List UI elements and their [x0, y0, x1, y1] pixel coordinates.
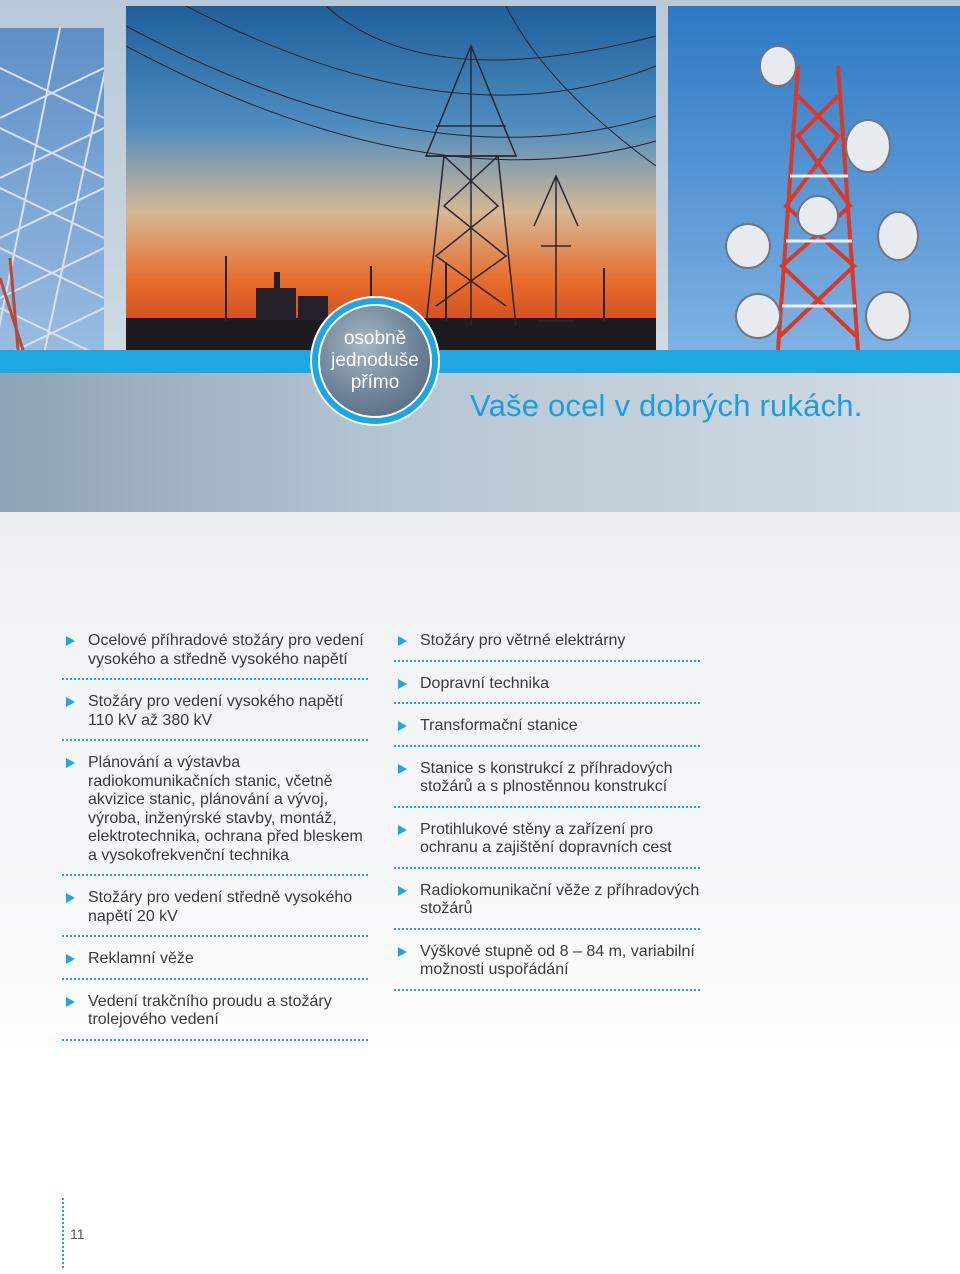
triangle-bullet-icon: [66, 697, 75, 707]
list-item: [394, 717, 700, 747]
list-item-text: Transformační stanice: [420, 717, 578, 734]
triangle-bullet-icon: [66, 997, 75, 1007]
list-item: [62, 950, 368, 980]
telecom-tower-photo: [668, 6, 960, 350]
page-number: 11: [70, 1226, 85, 1242]
badge-line: osobně: [343, 328, 407, 349]
list-item: [394, 821, 700, 869]
triangle-bullet-icon: [398, 825, 407, 835]
slogan-badge: [310, 296, 440, 426]
list-item-text: Reklamní věže: [88, 950, 194, 967]
list-item-text: Protihlukové stěny a zařízení pro ochranu a zajištění dopravních cest: [420, 820, 672, 856]
list-item: [62, 754, 368, 876]
list-item: [394, 632, 700, 662]
list-item: [394, 675, 700, 705]
list-item: [394, 760, 700, 808]
list-item: [62, 889, 368, 937]
list-item-text: Dopravní technika: [420, 674, 549, 692]
hero-banner: [0, 0, 960, 512]
list-item-text: Stožáry pro větrné elektrárny: [420, 632, 626, 649]
service-list-left: [62, 632, 368, 1054]
accent-stripe: [0, 350, 960, 373]
triangle-bullet-icon: [66, 636, 75, 646]
triangle-bullet-icon: [398, 764, 407, 774]
triangle-bullet-icon: [398, 886, 407, 896]
list-item: [394, 943, 700, 991]
badge-line: přímo: [350, 372, 400, 393]
list-item-text: Vedení trakčního proudu a stožáry trolejového vedení: [88, 992, 332, 1028]
list-item-text: Výškové stupně od 8 – 84 m, variabilní možnosti uspořádání: [420, 942, 695, 978]
triangle-bullet-icon: [398, 636, 407, 646]
list-item-text: Ocelové příhradové stožáry pro vedení vysokého a středně vysokého napětí: [88, 632, 364, 668]
triangle-bullet-icon: [398, 679, 407, 689]
slogan-badge-inner: [318, 304, 432, 418]
list-item-text: Stanice s konstrukcí z příhradových stožárů a s plnostěnnou konstrukcí: [420, 759, 673, 795]
list-item: [394, 882, 700, 930]
list-item: [62, 693, 368, 741]
list-item-text: Stožáry pro vedení vysokého napětí 110 kV až 380 kV: [88, 693, 344, 729]
list-item-text: Radiokomunikační věže z příhradových stožárů: [420, 881, 700, 917]
triangle-bullet-icon: [398, 947, 407, 957]
badge-line: jednoduše: [331, 350, 419, 371]
steel-lattice-tower-photo: [0, 28, 104, 372]
list-item: [62, 632, 368, 680]
footer-dotted-rule: [62, 1198, 64, 1268]
list-item-text: Plánování a výstavba radiokomunikačních stanic, včetně akvizice stanic, plánování a vývoj, výroba, inženýrské stavby, montáž, elektrotechnika, ochrana před bleskem a vysokofrekvenční technika: [88, 754, 363, 864]
triangle-bullet-icon: [66, 893, 75, 903]
triangle-bullet-icon: [66, 954, 75, 964]
list-item-text: Stožáry pro vedení středně vysokého napětí 20 kV: [88, 889, 353, 925]
triangle-bullet-icon: [66, 758, 75, 768]
triangle-bullet-icon: [398, 721, 407, 731]
slogan-heading: Vaše ocel v dobrých rukách.: [470, 388, 863, 423]
service-list-right: [394, 632, 700, 1004]
list-item: [62, 993, 368, 1041]
